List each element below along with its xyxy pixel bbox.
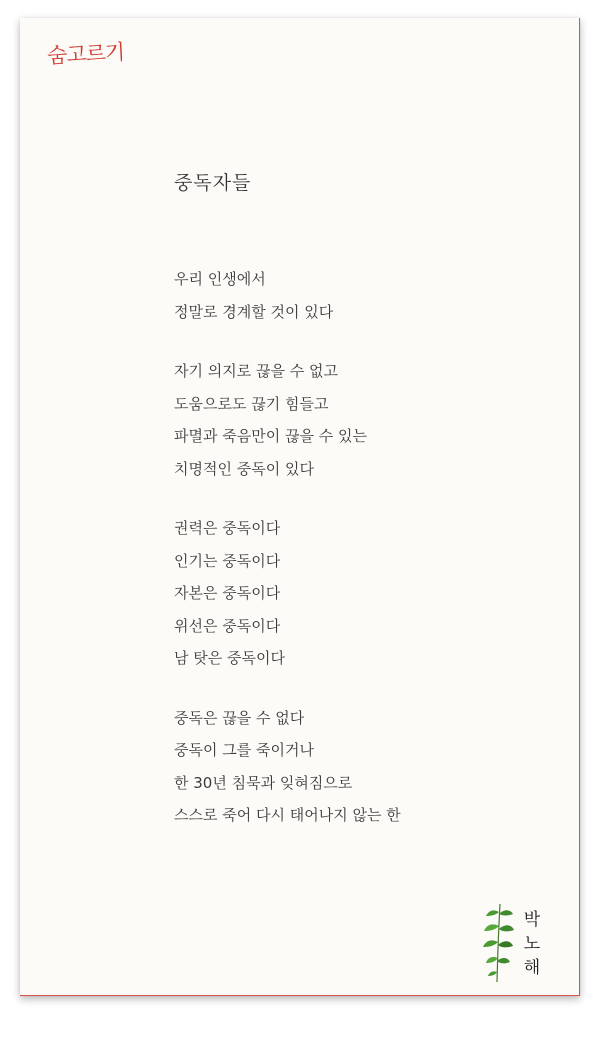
- poem-line: 권력은 중독이다: [174, 519, 281, 537]
- leaf-sprig-icon: [478, 902, 518, 984]
- stanza: [174, 512, 554, 675]
- poem-line: 자본은 중독이다: [174, 584, 281, 602]
- author-signature: [520, 908, 544, 980]
- poem-line: 파멸과 죽음만이 끊을 수 있는: [174, 427, 367, 445]
- poem-line: 스스로 죽어 다시 태어나지 않는 한: [174, 806, 401, 824]
- stanza: [174, 355, 554, 485]
- poem-line: 우리 인생에서: [174, 270, 266, 288]
- poem-line: 위선은 중독이다: [174, 616, 281, 635]
- poem-line: 남 탓은 중독이다: [174, 649, 285, 667]
- signature-char: 해: [523, 958, 541, 978]
- poem-line: 치명적인 중독이 있다: [174, 459, 314, 478]
- brand-logo: 숨고르기: [46, 39, 125, 69]
- poem-line: 정말로 경계할 것이 있다: [174, 302, 334, 321]
- poem-body: [174, 263, 554, 859]
- signature-char: 노: [523, 934, 541, 954]
- poem-card: [20, 18, 580, 996]
- signature-char: 박: [523, 910, 541, 930]
- poem-line: 중독이 그를 죽이거나: [174, 741, 314, 759]
- stanza: [174, 263, 554, 328]
- poem-line: 중독은 끊을 수 없다: [174, 708, 305, 727]
- stanza: [174, 702, 554, 832]
- poem-title: 중독자들: [174, 172, 252, 194]
- poem-line: 도움으로도 끊기 힘들고: [174, 394, 329, 413]
- poem-line: 자기 의지로 끊을 수 없고: [174, 362, 338, 380]
- poem-line: 한 30년 침묵과 잊혀짐으로: [174, 773, 353, 792]
- poem-line: 인기는 중독이다: [174, 551, 281, 570]
